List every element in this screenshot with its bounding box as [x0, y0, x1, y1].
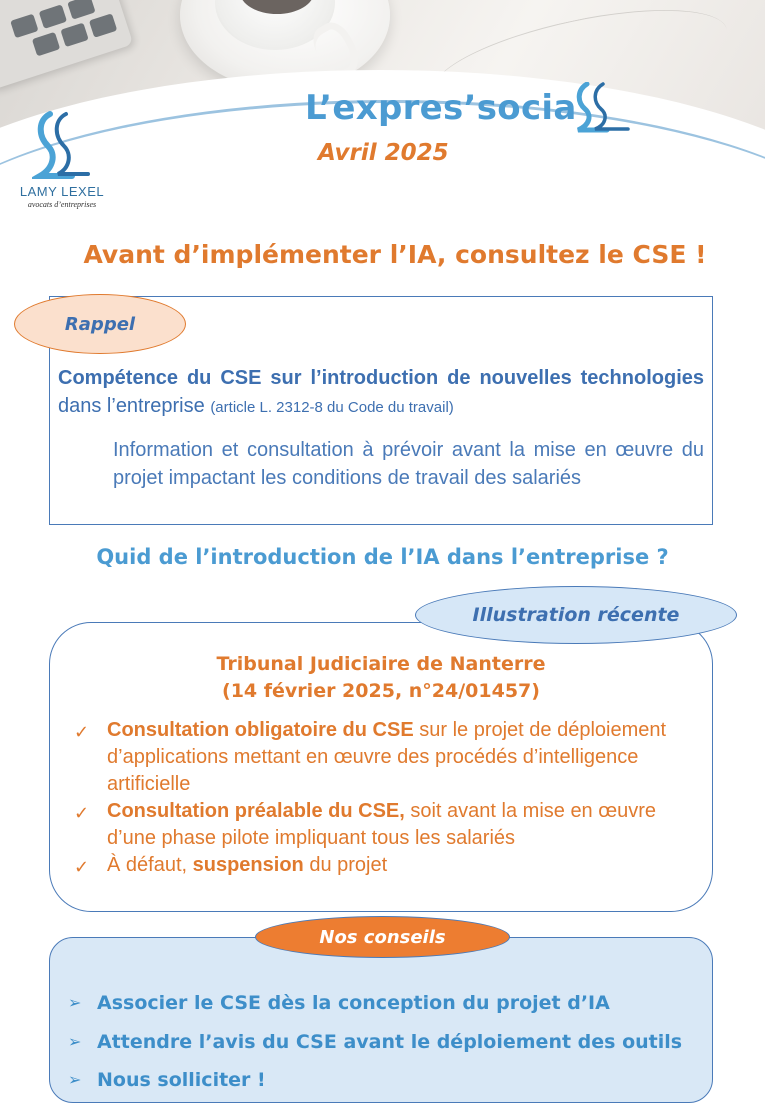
logo-name: LAMY LEXEL — [19, 184, 105, 199]
conseils-badge: Nos conseils — [255, 916, 510, 958]
newsletter-title-text: L’expres’socia — [305, 88, 577, 128]
list-item-text: du projet — [303, 854, 388, 876]
logo-tagline: avocats d’entreprises — [27, 200, 97, 209]
rappel-detail: Information et consultation à prévoir avant la mise en œuvre du projet impactant les conditions de travail des salariés — [113, 439, 704, 489]
arrow-bullet-icon: ➢ — [68, 1070, 82, 1089]
list-item — [68, 1027, 708, 1066]
list-item-bold: suspension — [192, 854, 304, 876]
issue-date: Avril 2025 — [318, 140, 449, 166]
list-item — [72, 852, 682, 879]
list-item — [68, 988, 708, 1027]
arrow-bullet-icon: ➢ — [68, 1031, 82, 1051]
rappel-main-text — [58, 364, 704, 422]
arrow-bullet-icon: ➢ — [68, 993, 82, 1012]
checkmark-icon: ✓ — [74, 803, 90, 823]
list-item — [72, 717, 682, 798]
lamy-lexel-logo-icon — [32, 110, 92, 182]
page-headline: Avant d’implémenter l’IA, consultez le CSE ! — [83, 240, 707, 269]
tip-text: Attendre l’avis du CSE avant le déploiement des outils — [97, 1030, 683, 1053]
list-item-bold: Consultation obligatoire du CSE — [107, 719, 414, 741]
conseils-list — [68, 988, 708, 1104]
rappel-main-bold: Compétence du CSE sur l’introduction de nouvelles technologies — [58, 367, 704, 389]
header-banner — [0, 0, 765, 235]
list-item-bold: Consultation préalable du CSE, — [107, 800, 405, 822]
newsletter-title — [305, 82, 631, 132]
illustration-list — [72, 717, 682, 879]
rappel-main-rest: dans l’entreprise — [58, 395, 211, 417]
rappel-badge: Rappel — [14, 294, 186, 354]
checkmark-icon: ✓ — [74, 722, 90, 742]
illustration-badge: Illustration récente — [415, 586, 737, 644]
court-reference — [49, 651, 713, 705]
keyboard-photo — [0, 0, 133, 90]
checkmark-icon: ✓ — [74, 857, 90, 877]
logo — [12, 110, 112, 209]
tip-text: Associer le CSE dès la conception du projet d’IA — [97, 992, 610, 1014]
list-item — [68, 1065, 708, 1104]
list-item-text: sur le projet de déploiement d’applications mettant en œuvre des procédés d’intelligence artificielle — [107, 719, 667, 795]
tip-text: Nous solliciter ! — [97, 1069, 266, 1091]
court-date: (14 février 2025, n°24/01457) — [222, 680, 540, 702]
list-item — [72, 798, 682, 852]
court-name: Tribunal Judiciaire de Nanterre — [216, 653, 546, 675]
title-ll-icon — [573, 82, 631, 134]
rappel-reference: (article L. 2312-8 du Code du travail) — [210, 399, 454, 416]
list-item-prefix: À défaut, — [107, 854, 193, 876]
section-question: Quid de l’introduction de l’IA dans l’entreprise ? — [96, 545, 669, 569]
list-item-text: soit avant la mise en œuvre d’une phase pilote impliquant tous les salariés — [107, 800, 657, 849]
